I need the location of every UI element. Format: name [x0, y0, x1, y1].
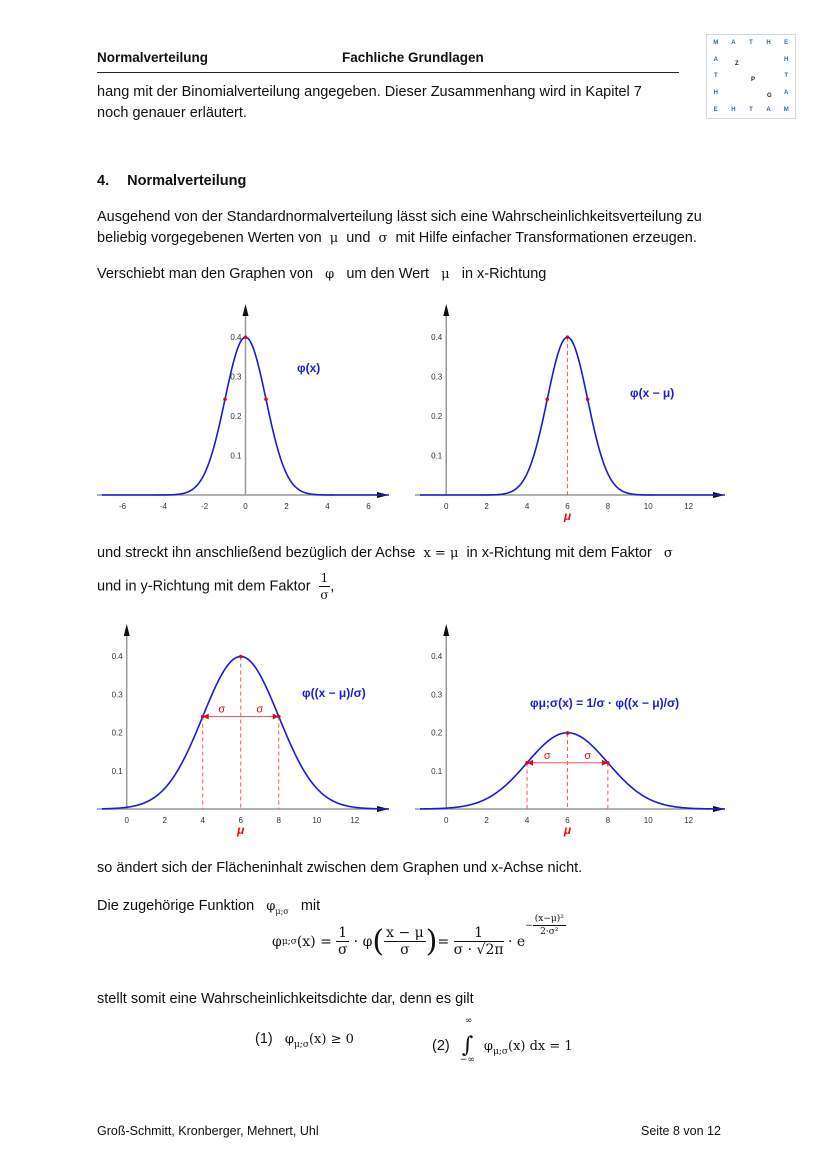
y-tick-label: 0.2: [230, 411, 242, 421]
y-tick-label: 0.1: [431, 451, 443, 461]
logo-letter: H: [784, 56, 789, 63]
y-axis-arrow: [443, 624, 449, 636]
y-tick-label: 0.2: [431, 728, 443, 738]
paren-close: ): [425, 923, 438, 959]
header-left: Normalverteilung: [97, 50, 209, 65]
fraction-2: [384, 925, 426, 958]
data-point: [277, 715, 281, 719]
chart-shifted-normal: [415, 302, 730, 522]
y-tick-label: 0.1: [111, 766, 123, 776]
logo-inner-letter: P: [751, 77, 756, 83]
x-tick-label: -4: [159, 502, 168, 511]
denominator: σ: [320, 588, 329, 602]
logo-letter: E: [713, 106, 718, 113]
data-point: [545, 397, 549, 401]
data-point: [239, 655, 243, 659]
text: beliebig vorgegebenen Werten von: [97, 230, 322, 246]
text: Die zugehörige Funktion: [97, 898, 255, 914]
curve-label: φ(x): [297, 361, 321, 375]
x-tick-label: 12: [684, 816, 694, 825]
lower-bound: −∞: [459, 1055, 475, 1065]
para-1-line-1: Ausgehend von der Standardnormalverteilung lässt sich eine Wahrscheinlichkeitsverteilung zu: [97, 209, 702, 225]
header-rule: [97, 72, 679, 73]
logo-inner-letter: G: [767, 93, 772, 99]
y-axis-arrow: [443, 304, 449, 316]
density-curve: [420, 337, 725, 495]
dot-phi: · φ: [353, 933, 373, 950]
x-tick-label: 6: [565, 816, 570, 825]
y-axis-arrow: [243, 304, 249, 316]
para-4: [97, 570, 729, 603]
y-tick-label: 0.3: [431, 372, 443, 382]
data-point: [586, 397, 590, 401]
numerator: 1: [320, 571, 329, 585]
y-tick-label: 0.1: [230, 451, 242, 461]
fraction-1: [336, 925, 349, 958]
text: um den Wert: [346, 266, 430, 282]
section-heading: [97, 173, 246, 189]
logo-letter: A: [766, 106, 771, 113]
x-tick-label: 4: [325, 502, 330, 511]
y-axis-arrow: [124, 624, 130, 636]
x-tick-label: 10: [643, 816, 653, 825]
data-point: [264, 397, 268, 401]
property-2: [432, 1016, 573, 1065]
x-tick-label: 6: [565, 502, 570, 511]
exponent: [525, 913, 566, 938]
x-tick-label: 6: [238, 816, 243, 825]
para-3: [97, 543, 729, 564]
axis-equation: x = μ: [423, 546, 459, 561]
section-title: Normalverteilung: [127, 173, 247, 189]
x-tick-label: 0: [444, 502, 449, 511]
upper-bound: ∞: [464, 1016, 473, 1026]
logo-inner-letter: Z: [735, 61, 739, 67]
logo-letter: A: [713, 56, 718, 63]
text: und streckt ihn anschließend bezüglich der Achse: [97, 545, 416, 561]
label: (2): [432, 1038, 450, 1054]
denominator: σ: [400, 942, 410, 958]
x-tick-label: 12: [684, 502, 694, 511]
numerator: x − μ: [386, 925, 424, 941]
subscript: μ;σ: [492, 1046, 508, 1057]
y-tick-label: 0.4: [431, 332, 443, 342]
y-tick-label: 0.3: [111, 690, 123, 700]
phi-symbol: φ: [325, 267, 335, 282]
x-tick-label: 6: [366, 502, 371, 511]
x-tick-label: 8: [605, 502, 611, 511]
intro-line-2: noch genauer erläutert.: [97, 105, 247, 121]
phi-symbol: φ: [284, 1032, 294, 1047]
text: ,: [330, 578, 335, 595]
y-tick-label: 0.2: [431, 411, 443, 421]
text: und: [346, 230, 371, 246]
x-tick-label: 4: [200, 816, 205, 825]
logo-letter: A: [784, 90, 789, 97]
data-point: [525, 761, 529, 765]
fraction-3: [454, 925, 504, 958]
logo-letter: E: [784, 40, 789, 47]
x-tick-label: 10: [312, 816, 322, 825]
y-tick-label: 0.1: [431, 766, 443, 776]
phi-symbol: φ: [266, 899, 276, 914]
numerator: (x−μ)²: [534, 914, 564, 924]
x-tick-label: 12: [350, 816, 360, 825]
curve-label: φ((x − μ)/σ): [302, 686, 366, 700]
chart-scaled-normal: [415, 622, 730, 842]
y-tick-label: 0.4: [230, 332, 242, 342]
numerator: 1: [454, 925, 504, 942]
y-tick-label: 0.4: [431, 652, 443, 662]
density-formula: [272, 914, 566, 959]
para-2: [97, 264, 729, 285]
x-tick-label: 4: [524, 502, 530, 511]
data-point: [566, 731, 570, 735]
logo-letter: H: [713, 90, 718, 97]
lhs-argument: (x) =: [296, 933, 332, 950]
y-tick-label: 0.3: [230, 372, 242, 382]
logo-letter: M: [783, 106, 789, 113]
denominator: 2·σ²: [540, 927, 559, 937]
mu-label: μ: [563, 509, 572, 522]
sigma-label: σ: [218, 703, 226, 716]
text: Verschiebt man den Graphen von: [97, 266, 314, 282]
subscript: μ;σ: [275, 906, 289, 916]
dot-e: · e: [508, 933, 526, 950]
data-point: [566, 335, 570, 339]
chart-standard-normal: [97, 302, 397, 522]
logo-letter: M: [713, 40, 719, 47]
logo-letter: H: [766, 40, 771, 47]
x-tick-label: 2: [484, 816, 489, 825]
rest: (x) dx = 1: [508, 1039, 573, 1054]
logo-letter: T: [713, 73, 718, 80]
text: mit Hilfe einfacher Transformationen erzeugen.: [395, 230, 697, 246]
x-tick-label: -2: [200, 502, 209, 511]
x-tick-label: 2: [284, 502, 289, 511]
x-tick-label: 2: [484, 502, 489, 511]
subscript: μ;σ: [293, 1039, 309, 1050]
data-point: [201, 715, 205, 719]
phi-symbol: φ: [483, 1039, 493, 1054]
x-tick-label: 2: [162, 816, 167, 825]
x-tick-label: 0: [124, 816, 129, 825]
mu-label: μ: [237, 823, 245, 837]
sigma-label: σ: [584, 749, 592, 762]
label: (1): [255, 1031, 273, 1047]
x-tick-label: 8: [276, 816, 281, 825]
para-7: stellt somit eine Wahrscheinlichkeitsdichte dar, denn es gilt: [97, 991, 474, 1007]
logo-letter: T: [784, 73, 789, 80]
data-point: [606, 761, 610, 765]
denominator: σ: [337, 942, 348, 958]
text: in x-Richtung: [461, 266, 547, 282]
denominator: σ · √2π: [453, 942, 504, 958]
x-tick-label: -6: [118, 502, 127, 511]
equals: =: [437, 933, 450, 950]
mu-label: μ: [563, 823, 572, 837]
sigma-symbol: σ: [378, 231, 388, 246]
logo-letter: T: [749, 106, 753, 113]
x-tick-label: 10: [643, 502, 653, 511]
para-1-line-2: [97, 228, 729, 249]
x-tick-label: 0: [444, 816, 449, 825]
x-tick-label: 4: [524, 816, 530, 825]
phi-symbol: φ: [272, 933, 282, 950]
curve-label: φ(x − μ): [630, 386, 675, 400]
footer-page: Seite 8 von 12: [641, 1124, 721, 1138]
numerator: 1: [338, 925, 348, 941]
paren-open: (: [372, 923, 385, 959]
rest: (x) ≥ 0: [308, 1032, 354, 1047]
integral: [459, 1016, 480, 1065]
data-point: [223, 397, 227, 401]
para-5: so ändert sich der Flächeninhalt zwischen dem Graphen und x-Achse nicht.: [97, 860, 583, 876]
fraction-one-over-sigma: [319, 570, 331, 603]
data-point: [244, 335, 248, 339]
footer-authors: Groß-Schmitt, Kronberger, Mehnert, Uhl: [97, 1124, 319, 1138]
mu-symbol: μ: [441, 267, 450, 282]
logo-letter: A: [731, 40, 736, 47]
curve-label: φμ;σ(x) = 1/σ · φ((x − μ)/σ): [530, 696, 680, 710]
header-center: Fachliche Grundlagen: [342, 50, 484, 65]
para-6: [97, 896, 729, 922]
text: in x-Richtung mit dem Faktor: [466, 545, 652, 561]
intro-line-1: hang mit der Binomialverteilung angegeben. Dieser Zusammenhang wird in Kapitel 7: [97, 84, 642, 100]
sigma-symbol: σ: [663, 546, 673, 561]
logo-letter: H: [731, 106, 736, 113]
property-1: [255, 1031, 354, 1050]
subscript: μ;σ: [281, 936, 297, 947]
y-tick-label: 0.3: [431, 690, 443, 700]
exponent-fraction: [533, 913, 566, 938]
density-curve: [420, 733, 725, 809]
x-tick-label: 8: [605, 816, 611, 825]
mu-symbol: μ: [329, 231, 339, 246]
text: und in y-Richtung mit dem Faktor: [97, 578, 311, 595]
y-tick-label: 0.4: [111, 652, 123, 662]
text: mit: [300, 898, 321, 914]
chart-stretched-normal: [97, 622, 397, 842]
x-tick-label: 0: [243, 502, 248, 511]
minus: −: [525, 920, 533, 931]
integral-sign: ∫: [461, 1033, 474, 1058]
logo-letter: T: [749, 40, 753, 47]
y-tick-label: 0.2: [111, 728, 123, 738]
density-curve: [102, 657, 389, 809]
sigma-label: σ: [543, 749, 551, 762]
section-number: 4.: [97, 173, 110, 189]
sigma-label: σ: [256, 703, 264, 716]
